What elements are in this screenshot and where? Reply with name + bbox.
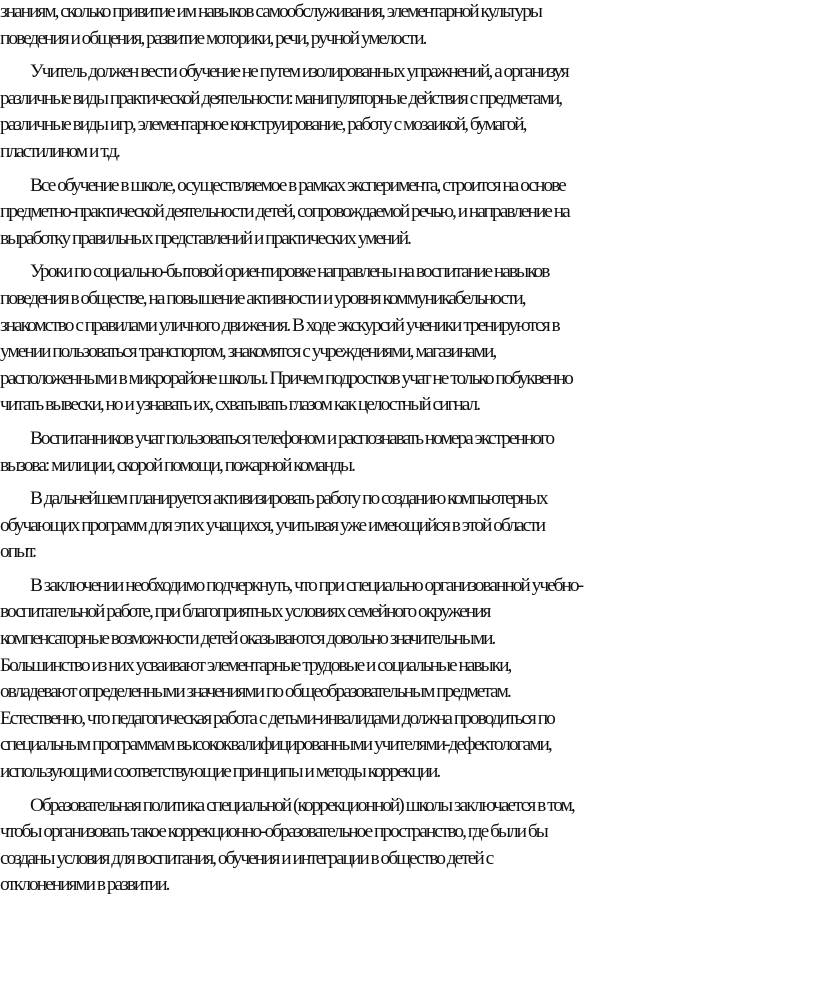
paragraph-0 [0, 0, 816, 52]
paragraph-1 [0, 59, 816, 165]
paragraph-line: чтобы организовать такое коррекционно-образовательное пространство, где были бы [0, 821, 547, 843]
paragraph-line: отклонениями в развитии. [0, 874, 169, 896]
paragraph-line: Все обучение в школе, осуществляемое в рамках эксперимента, строится на основе [30, 174, 565, 196]
paragraph-4 [0, 426, 816, 479]
paragraph-line: читать вывески, но и узнавать их, схватывать глазом как целостный сигнал. [0, 394, 480, 416]
paragraph-line: предметно-практической деятельности детей, сопровождаемой речью, и направление на [0, 201, 569, 223]
paragraph-line: Уроки по социально-бытовой ориентировке направлены на воспитание навыков [30, 261, 549, 283]
paragraph-line: обучающих программ для этих учащихся, учитывая уже имеющийся в этой области [0, 514, 545, 536]
paragraph-line: расположенными в микрорайоне школы. Причем подростков учат не только побуквенно [0, 367, 572, 389]
paragraph-line: вызова: милиции, скорой помощи, пожарной команды. [0, 454, 354, 476]
paragraph-line: В заключении необходимо подчеркнуть, что при специально организованной учебно- [30, 574, 583, 596]
paragraph-line: воспитательной работе, при благоприятных условиях семейного окружения [0, 601, 490, 623]
paragraph-line: В дальнейшем планируется активизировать работу по созданию компьютерных [30, 488, 547, 510]
paragraph-line: знаниям, сколько привитие им навыков самообслуживания, элементарной культуры [0, 1, 541, 22]
paragraph-line: Воспитанников учат пользоваться телефоном и распознавать номера экстренного [30, 427, 554, 449]
paragraph-line: Учитель должен вести обучение не путем изолированных упражнений, а организуя [30, 61, 568, 83]
paragraph-line: различные виды игр, элементарное конструирование, работу с мозаикой, бумагой, [0, 114, 526, 136]
paragraph-3 [0, 259, 816, 419]
paragraph-line: поведения и общения, развитие моторики, речи, ручной умелости. [0, 27, 426, 49]
paragraph-7 [0, 793, 816, 899]
paragraph-line: Образовательная политика специальной (коррекционной) школы заключается в том, [30, 794, 574, 816]
paragraph-5 [0, 486, 816, 566]
paragraph-line: использующими соответствующие принципы и методы коррекции. [0, 761, 440, 783]
paragraph-line: поведения в обществе, на повышение активности и уровня коммуникабельности, [0, 287, 525, 309]
paragraph-2 [0, 173, 816, 253]
paragraph-line: знакомство с правилами уличного движения. В ходе экскурсий ученики тренируются в [0, 314, 559, 336]
paragraph-line: Естественно, что педагогическая работа с детьми-инвалидами должна проводиться по [0, 707, 554, 729]
paragraph-line: специальным программам высококвалифицированными учителями-дефектологами, [0, 734, 551, 756]
paragraph-line: созданы условия для воспитания, обучения и интеграции в общество детей с [0, 847, 493, 869]
paragraph-line: умении пользоваться транспортом, знакомятся с учреждениями, магазинами, [0, 341, 496, 363]
paragraph-line: компенсаторные возможности детей оказываются довольно значительными. [0, 628, 495, 650]
paragraph-6 [0, 573, 816, 786]
paragraph-line: различные виды практической деятельности: манипуляторные действия с предметами, [0, 87, 562, 109]
paragraph-line: опыт. [0, 541, 35, 563]
paragraph-line: выработку правильных представлений и практических умений. [0, 227, 411, 249]
paragraph-line: пластилином и т.д. [0, 140, 119, 162]
paragraph-line: Большинство из них усваивают элементарные трудовые и социальные навыки, [0, 654, 511, 676]
paragraph-line: овладевают определенными значениями по общеобразовательным предметам. [0, 681, 510, 703]
